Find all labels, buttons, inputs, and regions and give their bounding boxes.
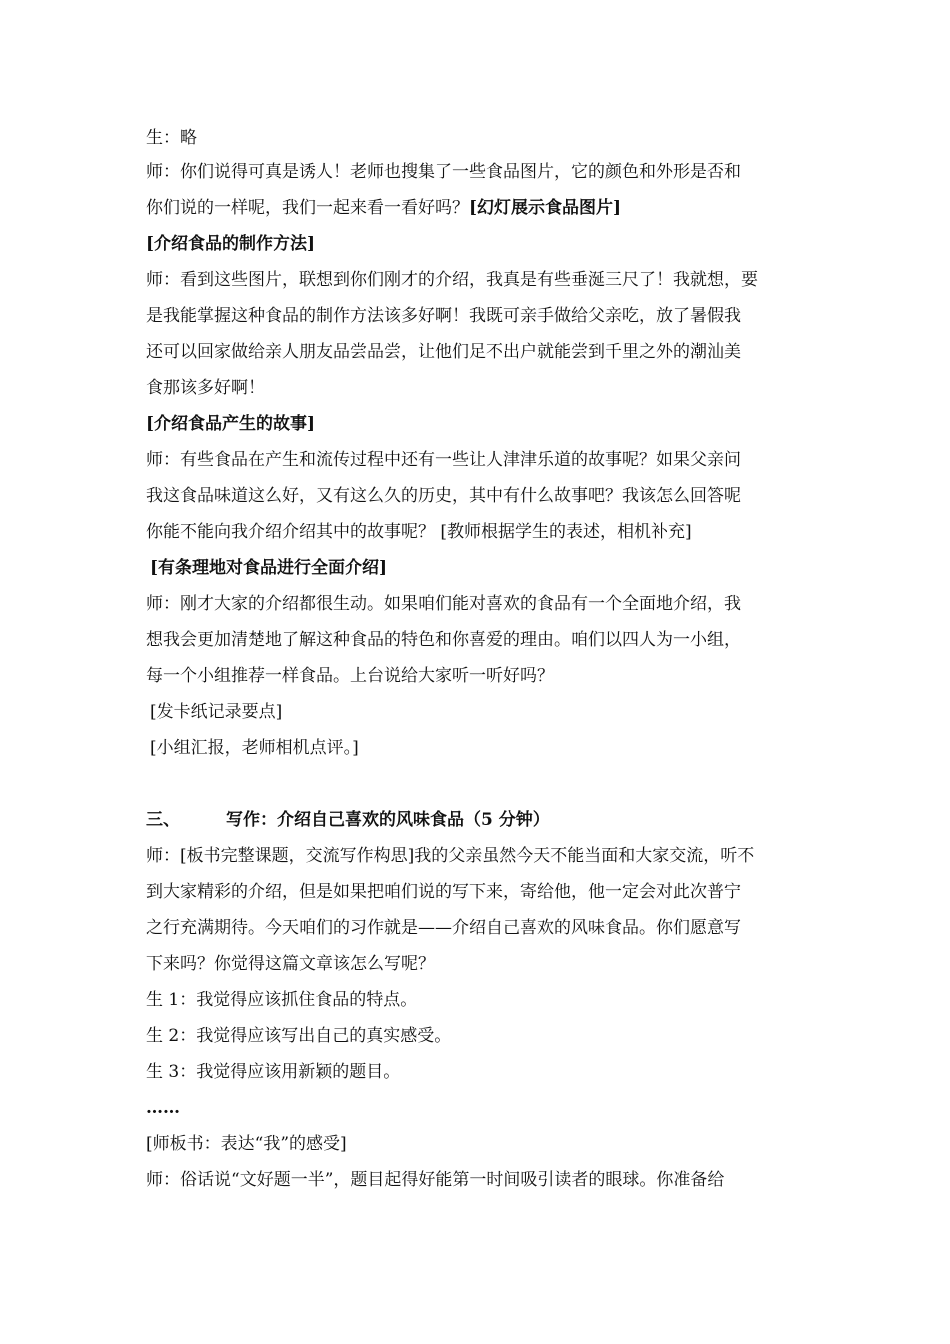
dialogue-line: 生 1：我觉得应该抓住食品的特点。: [146, 990, 418, 1010]
section-heading: [介绍食品产生的故事]: [146, 414, 316, 434]
dialogue-text: 你们说的一样呢，我们一起来看一看好吗？: [146, 198, 469, 218]
dialogue-line: 你能不能向我介绍介绍其中的故事呢？ [教师根据学生的表述，相机补充]: [146, 522, 692, 542]
dialogue-line: 想我会更加清楚地了解这种食品的特色和你喜爱的理由。咱们以四人为一小组，: [146, 630, 741, 650]
part-number: 三、: [146, 810, 180, 830]
dialogue-line: 食那该多好啊！: [146, 378, 265, 398]
stage-direction: [幻灯展示食品图片]: [469, 198, 622, 218]
stage-direction: [发卡纸记录要点]: [150, 702, 283, 722]
dialogue-line: 师：看到这些图片，联想到你们刚才的介绍，我真是有些垂涎三尺了！我就想，要: [146, 270, 758, 290]
dialogue-line: 师：你们说得可真是诱人！老师也搜集了一些食品图片，它的颜色和外形是否和: [146, 162, 741, 182]
dialogue-line: [146, 198, 621, 218]
part-title: 写作：介绍自己喜欢的风味食品（5 分钟）: [226, 810, 550, 830]
dialogue-line: 下来吗？你觉得这篇文章该怎么写呢？: [146, 954, 435, 974]
part-heading: [146, 810, 550, 830]
section-heading: [有条理地对食品进行全面介绍]: [150, 558, 388, 578]
dialogue-line: 生 3：我觉得应该用新颖的题目。: [146, 1062, 401, 1082]
dialogue-line: 生 2：我觉得应该写出自己的真实感受。: [146, 1026, 452, 1046]
dialogue-line: 每一个小组推荐一样食品。上台说给大家听一听好吗？: [146, 666, 554, 686]
dialogue-line: 师：[板书完整课题，交流写作构思]我的父亲虽然今天不能当面和大家交流，听不: [146, 846, 755, 866]
stage-direction: [小组汇报，老师相机点评。]: [150, 738, 359, 758]
dialogue-line: 之行充满期待。今天咱们的习作就是——介绍自己喜欢的风味食品。你们愿意写: [146, 918, 741, 938]
dialogue-line: 生：略: [146, 128, 197, 148]
dialogue-line: 还可以回家做给亲人朋友品尝品尝，让他们足不出户就能尝到千里之外的潮汕美: [146, 342, 741, 362]
dialogue-line: 我这食品味道这么好，又有这么久的历史，其中有什么故事吧？我该怎么回答呢: [146, 486, 741, 506]
dialogue-line: 师：俗话说“文好题一半”，题目起得好能第一时间吸引读者的眼球。你准备给: [146, 1170, 725, 1190]
dialogue-line: 是我能掌握这种食品的制作方法该多好啊！我既可亲手做给父亲吃，放了暑假我: [146, 306, 741, 326]
section-heading: [介绍食品的制作方法]: [146, 234, 316, 254]
stage-direction: [师板书：表达“我”的感受]: [146, 1134, 347, 1154]
ellipsis: ……: [146, 1098, 180, 1118]
dialogue-line: 到大家精彩的介绍，但是如果把咱们说的写下来，寄给他，他一定会对此次普宁: [146, 882, 741, 902]
dialogue-line: 师：有些食品在产生和流传过程中还有一些让人津津乐道的故事呢？如果父亲问: [146, 450, 741, 470]
dialogue-line: 师：刚才大家的介绍都很生动。如果咱们能对喜欢的食品有一个全面地介绍，我: [146, 594, 741, 614]
